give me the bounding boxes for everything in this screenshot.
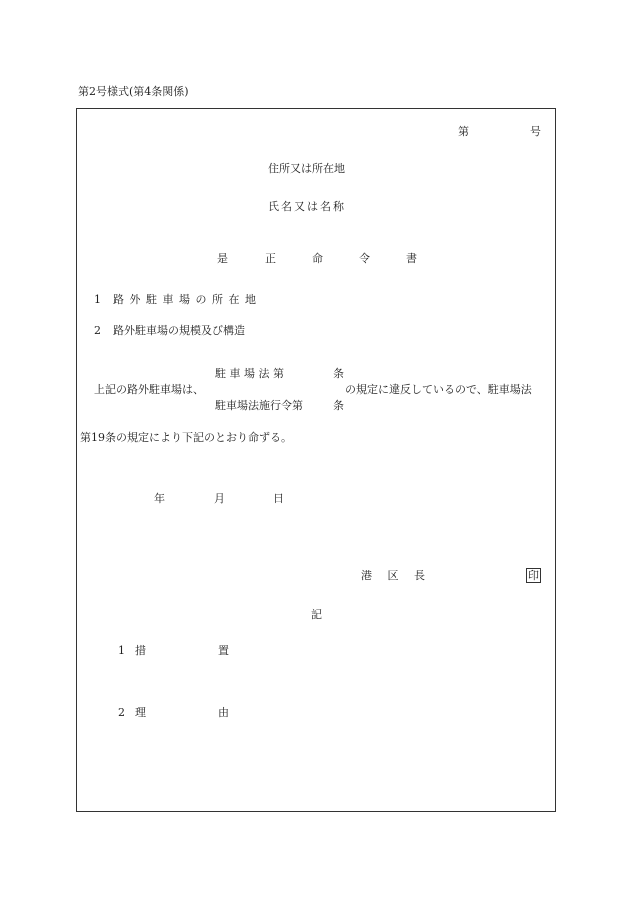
- seal-mark: 印: [528, 569, 539, 582]
- detail-label-measure-b: 置: [218, 644, 229, 657]
- date-year: 年: [154, 492, 165, 505]
- recipient-name: 氏名又は名称: [268, 200, 346, 213]
- body-tail-text: の規定に違反しているので、駐車場法: [345, 383, 532, 396]
- law-reference-2-article: 条: [333, 399, 344, 412]
- body-second-line: 第19条の規定により下記のとおり命ずる。: [80, 431, 292, 444]
- number-prefix: 第: [458, 125, 469, 138]
- item-text-location: 路 外 駐 車 場 の 所 在 地: [113, 293, 257, 306]
- detail-number-2: 2: [118, 706, 125, 719]
- title-char-3: 命: [312, 252, 323, 265]
- item-number-2: 2: [94, 324, 101, 337]
- ki-heading: 記: [311, 608, 322, 621]
- title-char-4: 令: [359, 252, 370, 265]
- detail-label-measure-a: 措: [135, 644, 146, 657]
- item-number-1: 1: [94, 293, 101, 306]
- body-lead-text: 上記の路外駐車場は、: [94, 383, 204, 396]
- date-month: 月: [214, 492, 225, 505]
- title-char-5: 書: [406, 252, 417, 265]
- date-day: 日: [273, 492, 284, 505]
- item-text-structure: 路外駐車場の規模及び構造: [113, 324, 245, 337]
- recipient-address: 住所又は所在地: [268, 162, 345, 175]
- law-reference-1-article: 条: [333, 367, 344, 380]
- law-reference-1: 駐 車 場 法 第: [215, 367, 284, 380]
- detail-label-reason-b: 由: [218, 706, 229, 719]
- title-char-1: 是: [217, 252, 228, 265]
- issuer-title: 港 区 長: [361, 569, 431, 582]
- law-reference-2: 駐車場法施行令第: [215, 399, 303, 412]
- detail-label-reason-a: 理: [135, 706, 146, 719]
- detail-number-1: 1: [118, 644, 125, 657]
- number-suffix: 号: [530, 125, 541, 138]
- form-label: 第2号様式(第4条関係): [78, 85, 189, 98]
- title-char-2: 正: [265, 252, 276, 265]
- form-frame: [76, 108, 556, 812]
